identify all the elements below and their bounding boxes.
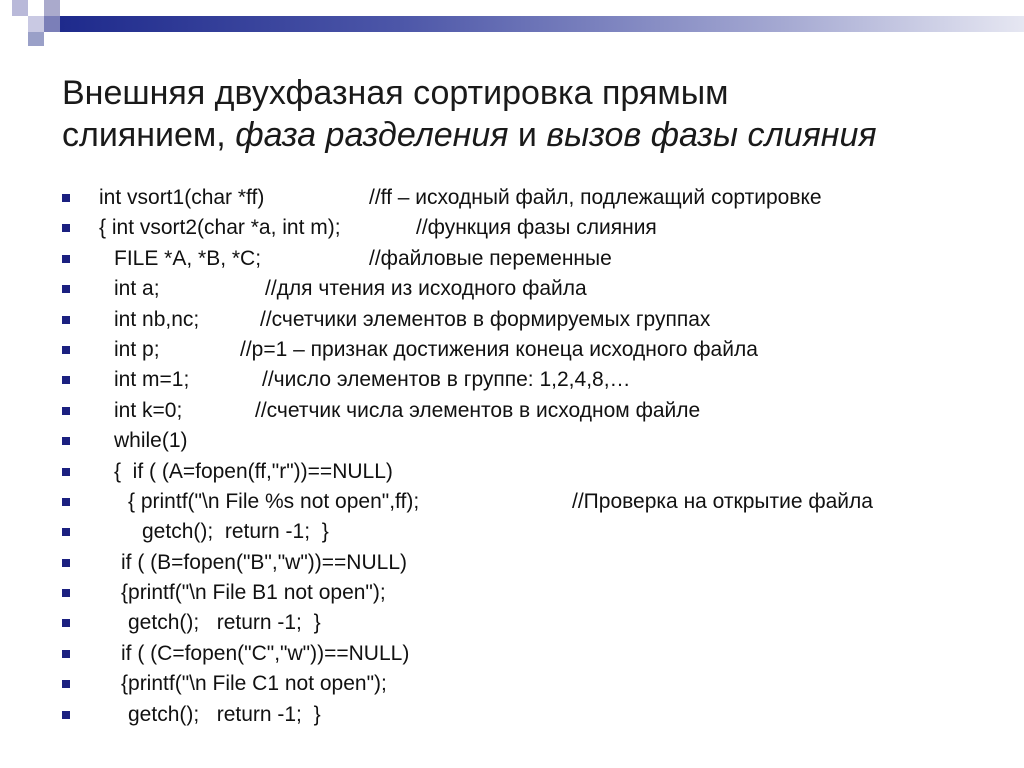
title-text: слиянием, — [62, 116, 236, 154]
list-item — [62, 183, 1002, 213]
list-item — [62, 244, 1002, 274]
code-text: if ( (C=fopen("C","w"))==NULL) — [121, 641, 410, 665]
bullet-icon — [62, 437, 70, 445]
comment-text: //файловые переменные — [369, 246, 612, 270]
code-text: { printf("\n File %s not open",ff); — [128, 489, 420, 513]
code-text: int vsort1(char *ff) — [99, 186, 265, 209]
bullet-icon — [62, 316, 70, 324]
code-text: FILE *A, *B, *C; — [114, 246, 262, 270]
title-text: и — [508, 116, 547, 154]
list-item — [62, 274, 1002, 304]
code-text: if ( (B=fopen("B","w"))==NULL) — [121, 550, 407, 574]
code-text: getch(); return -1; } — [128, 611, 321, 635]
bullet-icon — [62, 559, 70, 567]
comment-text: //Проверка на открытие файла — [572, 489, 873, 513]
list-item — [62, 578, 1002, 608]
code-text: { if ( (A=fopen(ff,"r"))==NULL) — [114, 459, 393, 483]
bullet-icon — [62, 680, 70, 688]
bullet-icon — [62, 711, 70, 719]
list-item — [62, 365, 1002, 395]
comment-text: //p=1 – признак достижения конеца исходного файла — [240, 337, 758, 361]
slide-title — [62, 72, 982, 156]
bullet-icon — [62, 224, 70, 232]
list-item — [62, 305, 1002, 335]
comment-text: //функция фазы слияния — [416, 216, 657, 240]
bullet-icon — [62, 498, 70, 506]
code-text: {printf("\n File B1 not open"); — [121, 581, 386, 605]
bullet-icon — [62, 285, 70, 293]
bullet-icon — [62, 255, 70, 263]
code-text: int m=1; — [114, 368, 190, 392]
title-italic-text: фаза разделения — [235, 116, 509, 154]
title-line-2 — [62, 114, 982, 156]
header-square — [28, 32, 44, 46]
header-square — [28, 16, 44, 32]
code-text: int nb,nc; — [114, 307, 200, 331]
code-text: getch(); return -1; } — [128, 702, 321, 726]
comment-text: //ff – исходный файл, подлежащий сортировке — [369, 186, 822, 209]
list-item — [62, 669, 1002, 699]
list-item — [62, 487, 1002, 517]
list-item — [62, 548, 1002, 578]
code-text: int a; — [114, 277, 160, 301]
list-item — [62, 457, 1002, 487]
title-line-1: Внешняя двухфазная сортировка прямым — [62, 74, 729, 112]
comment-text: //счетчики элементов в формируемых группах — [260, 307, 711, 331]
list-item — [62, 517, 1002, 547]
bullet-icon — [62, 346, 70, 354]
title-italic-text: вызов фазы слияния — [546, 116, 877, 154]
bullet-icon — [62, 589, 70, 597]
bullet-icon — [62, 468, 70, 476]
comment-text: //число элементов в группе: 1,2,4,8,… — [262, 368, 631, 392]
bullet-icon — [62, 650, 70, 658]
bullet-icon — [62, 376, 70, 384]
bullet-icon — [62, 528, 70, 536]
list-item — [62, 700, 1002, 730]
list-item — [62, 426, 1002, 456]
comment-text: //для чтения из исходного файла — [265, 277, 587, 301]
code-text: while(1) — [114, 429, 188, 453]
header-square — [12, 0, 28, 16]
list-item — [62, 639, 1002, 669]
header-square — [44, 16, 60, 32]
code-listing — [62, 183, 1002, 730]
header-square — [44, 0, 60, 16]
bullet-icon — [62, 619, 70, 627]
list-item — [62, 608, 1002, 638]
list-item — [62, 396, 1002, 426]
bullet-icon — [62, 407, 70, 415]
code-text: {printf("\n File C1 not open"); — [121, 672, 387, 696]
list-item — [62, 213, 1002, 243]
code-text: int p; — [114, 337, 160, 361]
code-text: getch(); return -1; } — [142, 520, 329, 544]
list-item — [62, 335, 1002, 365]
header-gradient-bar — [60, 16, 1024, 32]
bullet-icon — [62, 194, 70, 202]
comment-text: //счетчик числа элементов в исходном файле — [255, 398, 701, 422]
code-text: { int vsort2(char *a, int m); — [99, 216, 341, 240]
code-text: int k=0; — [114, 398, 183, 422]
